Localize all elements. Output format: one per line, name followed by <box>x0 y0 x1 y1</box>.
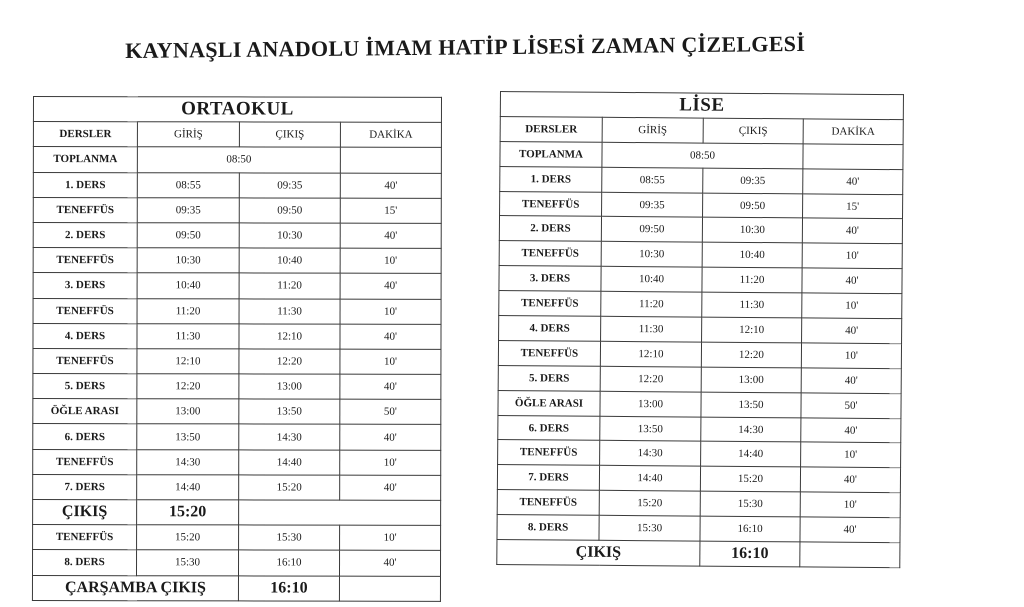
table-row <box>33 323 441 349</box>
duration-minutes: 10' <box>340 248 441 273</box>
start-time: 08:55 <box>137 172 239 197</box>
column-header-dakika: DAKİKA <box>803 119 903 145</box>
end-time: 16:10 <box>238 550 339 575</box>
ortaokul-toplanma-row <box>33 147 441 173</box>
end-time: 14:40 <box>701 442 801 468</box>
start-time: 11:20 <box>137 298 239 323</box>
table-row <box>33 348 441 374</box>
table-row <box>499 316 902 344</box>
ortaokul-heading-row <box>33 97 441 123</box>
end-time: 10:40 <box>702 242 802 268</box>
table-row <box>33 222 441 248</box>
duration-minutes: 40' <box>801 417 901 443</box>
duration-minutes: 40' <box>802 218 902 244</box>
end-time: 11:30 <box>239 298 340 323</box>
table-row <box>32 550 440 576</box>
start-time: 09:35 <box>137 197 239 222</box>
cikis-time: 15:20 <box>137 500 239 525</box>
table-row <box>33 474 441 500</box>
start-time: 13:50 <box>600 416 701 442</box>
duration-minutes: 15' <box>803 193 903 219</box>
duration-minutes: 10' <box>340 349 441 374</box>
start-time: 13:50 <box>137 424 239 449</box>
period-name: 8. DERS <box>497 515 599 541</box>
duration-minutes: 40' <box>802 318 902 344</box>
duration-minutes: 40' <box>802 268 902 294</box>
end-time: 13:00 <box>239 374 340 399</box>
period-name: 8. DERS <box>32 550 136 575</box>
table-row <box>499 216 902 244</box>
lise-column-header-row <box>500 116 903 144</box>
period-name: ÖĞLE ARASI <box>33 399 137 424</box>
end-time: 11:30 <box>702 292 802 318</box>
period-name: 7. DERS <box>497 465 599 491</box>
start-time: 14:40 <box>137 475 239 500</box>
carsamba-cikis-label: ÇARŞAMBA ÇIKIŞ <box>32 575 238 601</box>
period-name: 6. DERS <box>498 415 600 441</box>
duration-minutes: 40' <box>340 273 441 298</box>
empty-cell <box>800 542 900 568</box>
duration-minutes: 10' <box>340 525 441 550</box>
table-row <box>499 241 902 269</box>
table-row <box>497 465 900 493</box>
duration-minutes: 40' <box>801 368 901 394</box>
start-time: 09:50 <box>601 217 702 243</box>
duration-minutes: 40' <box>340 425 441 450</box>
duration-minutes: 40' <box>340 374 441 399</box>
period-name: 2. DERS <box>499 216 601 242</box>
end-time: 12:20 <box>701 342 801 368</box>
period-name: 3. DERS <box>33 273 137 298</box>
table-row <box>500 191 903 219</box>
duration-minutes: 10' <box>340 299 441 324</box>
start-time: 15:20 <box>599 491 700 517</box>
end-time: 13:50 <box>701 392 801 418</box>
period-name: ÖĞLE ARASI <box>498 390 600 416</box>
lise-schedule-table <box>496 91 904 568</box>
period-name: 1. DERS <box>33 172 137 197</box>
ortaokul-schedule-table <box>32 96 442 602</box>
column-header-dersler: DERSLER <box>500 116 602 142</box>
toplanma-label: TOPLANMA <box>500 141 602 167</box>
period-name: TENEFFÜS <box>33 348 137 373</box>
start-time: 11:30 <box>601 316 702 342</box>
empty-cell <box>239 500 441 526</box>
start-time: 10:30 <box>601 242 702 268</box>
end-time: 15:30 <box>239 525 340 550</box>
end-time: 12:20 <box>239 349 340 374</box>
duration-minutes: 15' <box>340 198 441 223</box>
ortaokul-cikis-row <box>33 500 441 526</box>
toplanma-time: 08:50 <box>602 142 803 168</box>
table-row <box>498 440 901 468</box>
table-row <box>499 266 902 294</box>
table-row <box>500 166 903 194</box>
start-time: 09:50 <box>137 223 239 248</box>
period-name: TENEFFÜS <box>33 248 137 273</box>
end-time: 16:10 <box>700 516 800 542</box>
period-name: TENEFFÜS <box>33 525 137 550</box>
table-row <box>33 298 441 324</box>
period-name: 3. DERS <box>499 266 601 292</box>
start-time: 08:55 <box>602 167 703 193</box>
end-time: 14:30 <box>239 424 340 449</box>
toplanma-time: 08:50 <box>137 147 340 173</box>
table-row <box>33 525 441 551</box>
start-time: 10:40 <box>137 273 239 298</box>
lise-heading: LİSE <box>500 92 903 120</box>
lise-cikis-row <box>497 540 900 568</box>
empty-cell <box>803 144 903 170</box>
column-header-dakika: DAKİKA <box>340 122 441 147</box>
period-name: 5. DERS <box>498 365 600 391</box>
table-row <box>497 515 900 543</box>
duration-minutes: 10' <box>802 243 902 269</box>
start-time: 14:40 <box>599 466 700 492</box>
end-time: 15:20 <box>700 466 800 492</box>
column-header-cikis: ÇIKIŞ <box>239 122 340 147</box>
table-row <box>498 365 901 393</box>
end-time: 09:35 <box>239 172 340 197</box>
start-time: 10:30 <box>137 248 239 273</box>
end-time: 12:10 <box>702 317 802 343</box>
end-time: 10:30 <box>702 218 802 244</box>
period-name: TENEFFÜS <box>498 440 600 466</box>
duration-minutes: 50' <box>340 399 441 424</box>
end-time: 09:35 <box>703 168 803 194</box>
period-name: 5. DERS <box>33 374 137 399</box>
end-time: 15:30 <box>700 491 800 517</box>
start-time: 12:20 <box>600 366 701 392</box>
duration-minutes: 10' <box>801 442 901 468</box>
column-header-cikis: ÇIKIŞ <box>703 118 803 144</box>
table-row <box>497 490 900 518</box>
duration-minutes: 40' <box>340 173 441 198</box>
table-row <box>33 197 441 223</box>
column-header-giris: GİRİŞ <box>137 122 239 147</box>
table-row <box>499 291 902 319</box>
duration-minutes: 40' <box>800 517 900 543</box>
duration-minutes: 40' <box>340 324 441 349</box>
start-time: 13:00 <box>137 399 239 424</box>
empty-cell <box>339 576 440 601</box>
period-name: 6. DERS <box>33 424 137 449</box>
start-time: 15:20 <box>137 525 239 550</box>
period-name: TENEFFÜS <box>33 298 137 323</box>
period-name: TENEFFÜS <box>498 340 600 366</box>
end-time: 14:30 <box>701 417 801 443</box>
table-row <box>498 390 901 418</box>
carsamba-cikis-time: 16:10 <box>238 575 339 600</box>
end-time: 11:20 <box>702 267 802 293</box>
end-time: 13:50 <box>239 399 340 424</box>
start-time: 14:30 <box>600 441 701 467</box>
cikis-label: ÇIKIŞ <box>497 540 700 566</box>
start-time: 11:20 <box>601 291 702 317</box>
cikis-time: 16:10 <box>700 541 800 567</box>
duration-minutes: 40' <box>803 169 903 195</box>
table-row <box>33 374 441 400</box>
duration-minutes: 40' <box>340 475 441 500</box>
table-row <box>33 449 441 475</box>
duration-minutes: 40' <box>339 551 440 576</box>
table-row <box>498 415 901 443</box>
end-time: 14:40 <box>239 450 340 475</box>
duration-minutes: 50' <box>801 393 901 419</box>
period-name: TENEFFÜS <box>497 490 599 516</box>
column-header-giris: GİRİŞ <box>602 117 703 143</box>
table-row <box>33 248 441 274</box>
duration-minutes: 40' <box>340 223 441 248</box>
lise-toplanma-row <box>500 141 903 169</box>
ortaokul-heading: ORTAOKUL <box>33 97 441 123</box>
duration-minutes: 10' <box>802 293 902 319</box>
empty-cell <box>340 148 441 173</box>
period-name: TENEFFÜS <box>499 241 601 267</box>
lise-heading-row <box>500 92 903 120</box>
table-row <box>33 399 441 425</box>
page-title: KAYNAŞLI ANADOLU İMAM HATİP LİSESİ ZAMAN ÇİZELGESİ <box>125 30 806 63</box>
start-time: 09:35 <box>602 192 703 218</box>
table-row <box>498 340 901 368</box>
ortaokul-column-header-row <box>33 122 441 148</box>
duration-minutes: 10' <box>800 492 900 518</box>
period-name: 4. DERS <box>33 323 137 348</box>
end-time: 10:30 <box>239 223 340 248</box>
end-time: 15:20 <box>239 475 340 500</box>
start-time: 13:00 <box>600 391 701 417</box>
start-time: 15:30 <box>599 515 700 541</box>
start-time: 14:30 <box>137 449 239 474</box>
duration-minutes: 10' <box>340 450 441 475</box>
duration-minutes: 40' <box>800 467 900 493</box>
end-time: 12:10 <box>239 324 340 349</box>
duration-minutes: 10' <box>801 343 901 369</box>
table-row <box>33 273 441 299</box>
period-name: 1. DERS <box>500 166 602 192</box>
table-row <box>33 424 441 450</box>
start-time: 12:20 <box>137 374 239 399</box>
start-time: 10:40 <box>601 267 702 293</box>
period-name: 2. DERS <box>33 222 137 247</box>
period-name: 7. DERS <box>33 474 137 499</box>
end-time: 13:00 <box>701 367 801 393</box>
period-name: TENEFFÜS <box>500 191 602 217</box>
start-time: 12:10 <box>600 341 701 367</box>
carsamba-cikis-row <box>32 575 440 601</box>
cikis-label: ÇIKIŞ <box>33 500 137 525</box>
table-row <box>33 172 441 198</box>
period-name: TENEFFÜS <box>499 291 601 317</box>
start-time: 15:30 <box>136 550 238 575</box>
end-time: 11:20 <box>239 273 340 298</box>
period-name: TENEFFÜS <box>33 449 137 474</box>
period-name: TENEFFÜS <box>33 197 137 222</box>
end-time: 09:50 <box>703 193 803 219</box>
column-header-dersler: DERSLER <box>33 122 137 147</box>
toplanma-label: TOPLANMA <box>33 147 137 172</box>
end-time: 10:40 <box>239 248 340 273</box>
period-name: 4. DERS <box>499 316 601 342</box>
start-time: 12:10 <box>137 349 239 374</box>
end-time: 09:50 <box>239 198 340 223</box>
start-time: 11:30 <box>137 323 239 348</box>
